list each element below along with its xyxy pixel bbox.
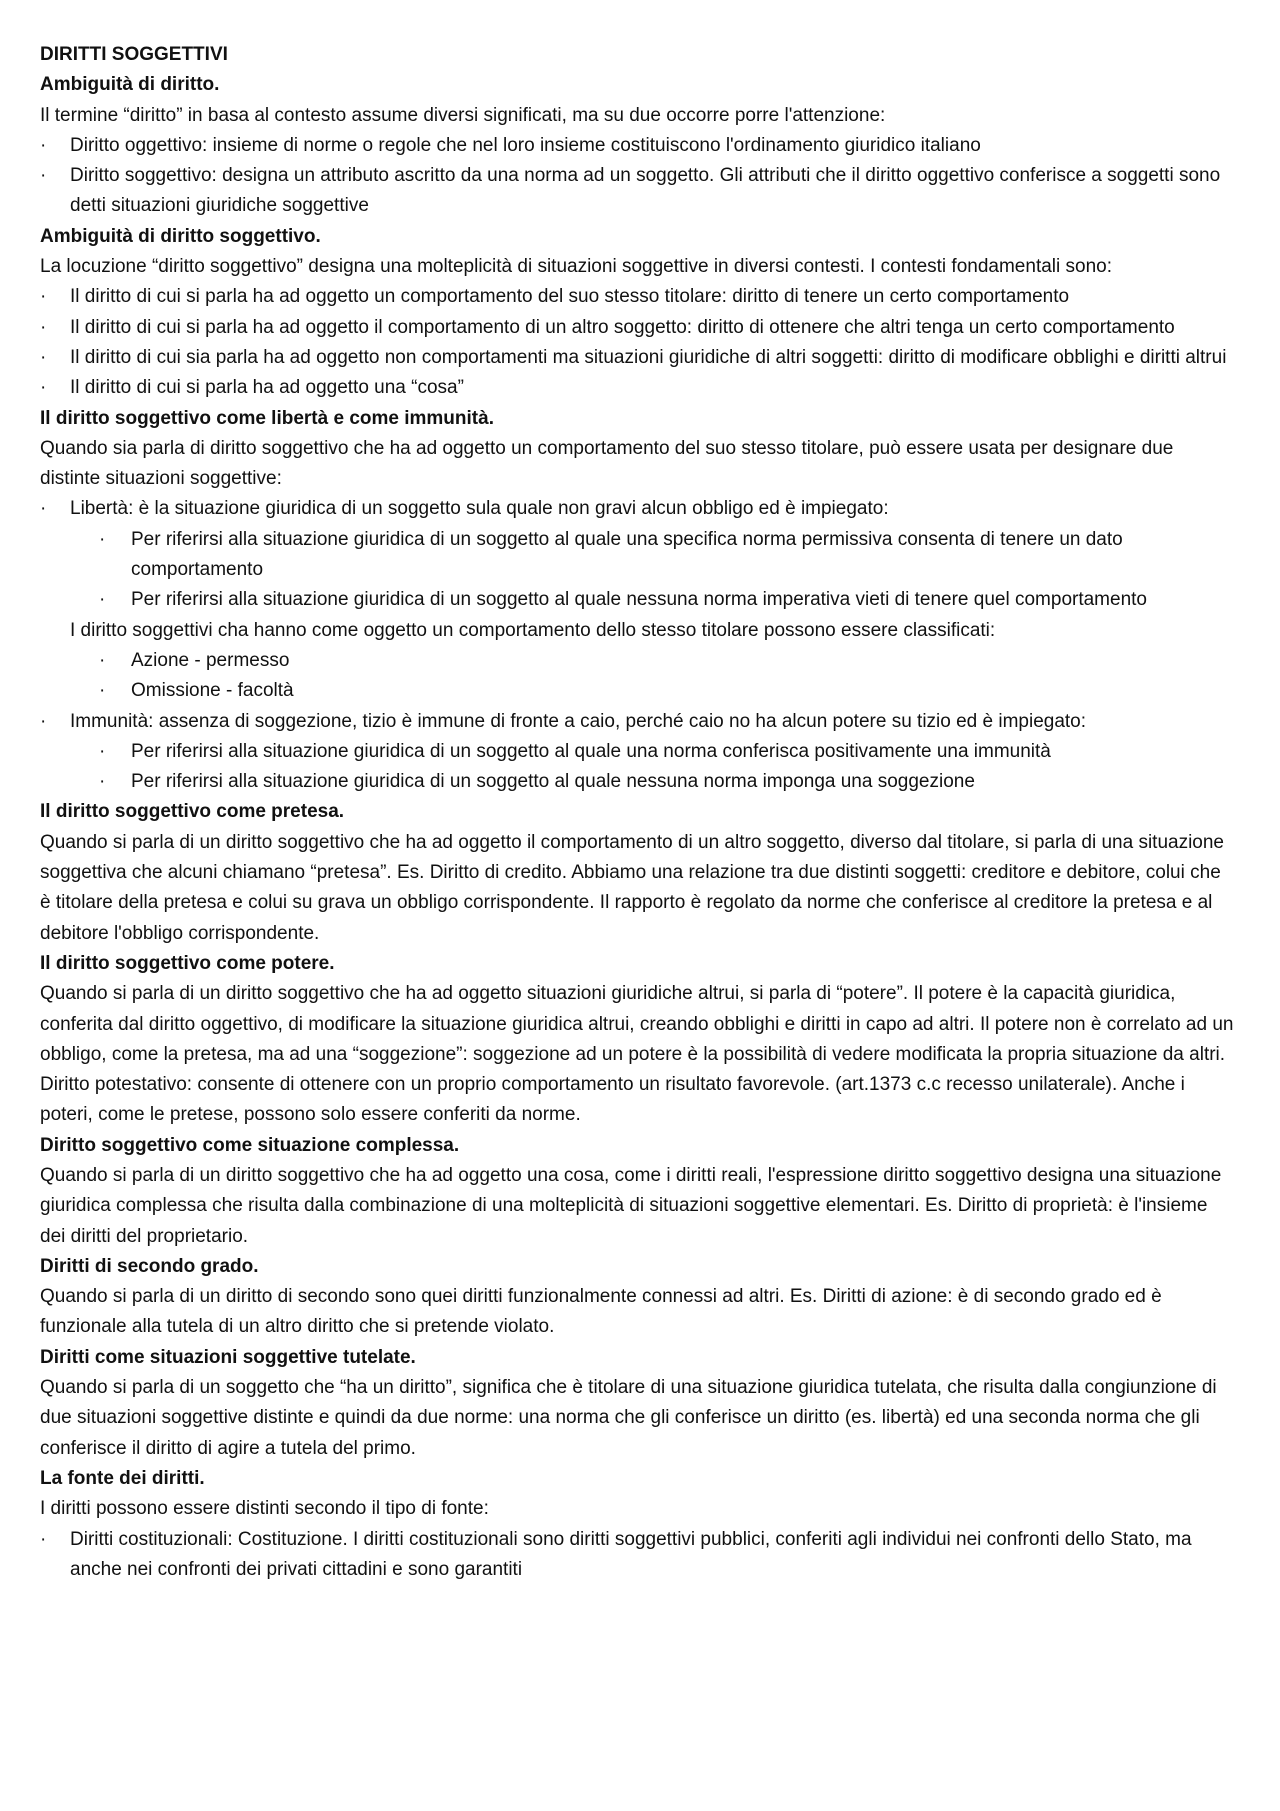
sub-bullet-list bbox=[40, 737, 1236, 798]
sub-list-item: · Per riferirsi alla situazione giuridica di un soggetto al quale una norma conferisca positivamente una immunità bbox=[40, 737, 1236, 767]
sub-list-item: · Per riferirsi alla situazione giuridica di un soggetto al quale una specifica norma permissiva consenta di tenere un dato comportamento bbox=[40, 525, 1236, 586]
sub-list-item: · Per riferirsi alla situazione giuridica di un soggetto al quale nessuna norma imperativa vieti di tenere quel comportamento bbox=[40, 585, 1236, 615]
paragraph: Quando si parla di un diritto soggettivo che ha ad oggetto il comportamento di un altro soggetto, diverso dal titolare, si parla di una situazione soggettiva che alcuni chiamano “pretesa”. Es. Diritto di credito. Abbiamo una relazione tra due distinti soggetti: creditore e debitore, colui che è titolare della pretesa e colui su grava un obbligo corrispondente. Il rapporto è regolato da norme che conferisce al creditore la pretesa e al debitore l'obbligo corrispondente. bbox=[40, 831, 1224, 944]
sub-list-item: · Omissione - facoltà bbox=[40, 676, 1236, 706]
section-heading: La fonte dei diritti. bbox=[40, 1467, 205, 1489]
list-item: · Il diritto di cui si parla ha ad oggetto il comportamento di un altro soggetto: diritto di ottenere che altri tenga un certo comportamento bbox=[40, 313, 1236, 343]
paragraph: La locuzione “diritto soggettivo” designa una molteplicità di situazioni soggettive in diversi contesti. I contesti fondamentali sono: bbox=[40, 256, 1112, 278]
section-heading: Ambiguità di diritto soggettivo. bbox=[40, 225, 321, 247]
list-item: · Il diritto di cui sia parla ha ad oggetto non comportamenti ma situazioni giuridiche di altri soggetti: diritto di modificare obblighi e diritti altrui bbox=[40, 343, 1236, 373]
paragraph: Quando si parla di un soggetto che “ha un diritto”, significa che è titolare di una situazione giuridica tutelata, che risulta dalla congiunzione di due situazioni soggettive distinte e quindi da due norme: una norma che gli conferisce un diritto (es. libertà) ed una seconda norma che gli conferisce il diritto di agire a tutela del primo. bbox=[40, 1377, 1217, 1459]
paragraph: Quando si parla di un diritto soggettivo che ha ad oggetto una cosa, come i diritti reali, l'espressione diritto soggettivo designa una situazione giuridica complessa che risulta dalla combinazione di una molteplicità di situazioni soggettive elementari. Es. Diritto di proprietà: è l'insieme dei diritti del proprietario. bbox=[40, 1164, 1222, 1247]
sub-list-item: · Azione - permesso bbox=[40, 646, 1236, 676]
indented-paragraph: I diritto soggettivi cha hanno come oggetto un comportamento dello stesso titolare possono essere classificati: bbox=[70, 619, 996, 641]
bullet-list bbox=[40, 131, 1236, 222]
section-heading: Il diritto soggettivo come libertà e come immunità. bbox=[40, 407, 494, 429]
list-item: · Il diritto di cui si parla ha ad oggetto un comportamento del suo stesso titolare: diritto di tenere un certo comportamento bbox=[40, 282, 1236, 312]
paragraph: Quando si parla di un diritto soggettivo che ha ad oggetto situazioni giuridiche altrui, si parla di “potere”. Il potere è la capacità giuridica, conferita dal diritto oggettivo, di modificare la situazione giuridica altrui, creando obblighi e diritti in capo ad altri. Il potere non è correlato ad un obbligo, come la pretesa, ma ad una “soggezione”: soggezione ad un potere è la possibilità di vedere modificata la propria situazione da altri. Diritto potestativo: consente di ottenere con un proprio comportamento un risultato favorevole. (art.1373 c.c recesso unilaterale). Anche i poteri, come le pretese, possono solo essere conferiti da norme. bbox=[40, 983, 1234, 1126]
list-item: · Diritto soggettivo: designa un attributo ascritto da una norma ad un soggetto. Gli attributi che il diritto oggettivo conferisce a soggetti sono detti situazioni giuridiche soggettive bbox=[40, 161, 1236, 222]
list-item: · Diritto oggettivo: insieme di norme o regole che nel loro insieme costituiscono l'ordinamento giuridico italiano bbox=[40, 131, 1236, 161]
sub-bullet-list bbox=[40, 525, 1236, 616]
document-title: DIRITTI SOGGETTIVI bbox=[40, 44, 228, 65]
paragraph: I diritti possono essere distinti secondo il tipo di fonte: bbox=[40, 1498, 489, 1520]
paragraph: Quando sia parla di diritto soggettivo che ha ad oggetto un comportamento del suo stesso titolare, può essere usata per designare due distinte situazioni soggettive: bbox=[40, 437, 1174, 490]
sub-bullet-list bbox=[40, 646, 1236, 707]
section-potere bbox=[40, 949, 1236, 1131]
bullet-list bbox=[40, 707, 1236, 737]
bullet-list bbox=[40, 494, 1236, 524]
list-item-liberta: · Libertà: è la situazione giuridica di un soggetto sula quale non gravi alcun obbligo ed è impiegato: bbox=[40, 494, 1236, 524]
section-situazione-complessa bbox=[40, 1131, 1236, 1252]
section-heading: Ambiguità di diritto. bbox=[40, 74, 220, 96]
bullet-list bbox=[40, 1525, 1236, 1586]
section-secondo-grado bbox=[40, 1252, 1236, 1343]
section-heading: Il diritto soggettivo come potere. bbox=[40, 952, 335, 974]
paragraph: Il termine “diritto” in basa al contesto assume diversi significati, ma su due occorre porre l'attenzione: bbox=[40, 104, 886, 126]
paragraph: Quando si parla di un diritto di secondo sono quei diritti funzionalmente connessi ad altri. Es. Diritti di azione: è di secondo grado ed è funzionale alla tutela di un altro diritto che si pretende violato. bbox=[40, 1286, 1162, 1338]
section-heading: Il diritto soggettivo come pretesa. bbox=[40, 801, 345, 823]
section-heading: Diritti come situazioni soggettive tutelate. bbox=[40, 1346, 416, 1368]
section-heading: Diritto soggettivo come situazione complessa. bbox=[40, 1134, 460, 1156]
section-fonte-diritti bbox=[40, 1464, 1236, 1585]
sub-list-item: · Per riferirsi alla situazione giuridica di un soggetto al quale nessuna norma imponga una soggezione bbox=[40, 767, 1236, 797]
list-item-immunita: · Immunità: assenza di soggezione, tizio è immune di fronte a caio, perché caio no ha alcun potere su tizio ed è impiegato: bbox=[40, 707, 1236, 737]
list-item: · Diritti costituzionali: Costituzione. I diritti costituzionali sono diritti soggettivi pubblici, conferiti agli individui nei confronti dello Stato, ma anche nei confronti dei privati cittadini e sono garantiti bbox=[40, 1525, 1236, 1586]
section-heading: Diritti di secondo grado. bbox=[40, 1255, 259, 1277]
section-ambiguita-diritto-soggettivo bbox=[40, 222, 1236, 404]
section-liberta-immunita bbox=[40, 404, 1236, 798]
section-ambiguita-diritto bbox=[40, 70, 1236, 221]
section-pretesa bbox=[40, 797, 1236, 948]
bullet-list bbox=[40, 282, 1236, 403]
list-item: · Il diritto di cui si parla ha ad oggetto una “cosa” bbox=[40, 373, 1236, 403]
section-situazioni-tutelate bbox=[40, 1343, 1236, 1464]
